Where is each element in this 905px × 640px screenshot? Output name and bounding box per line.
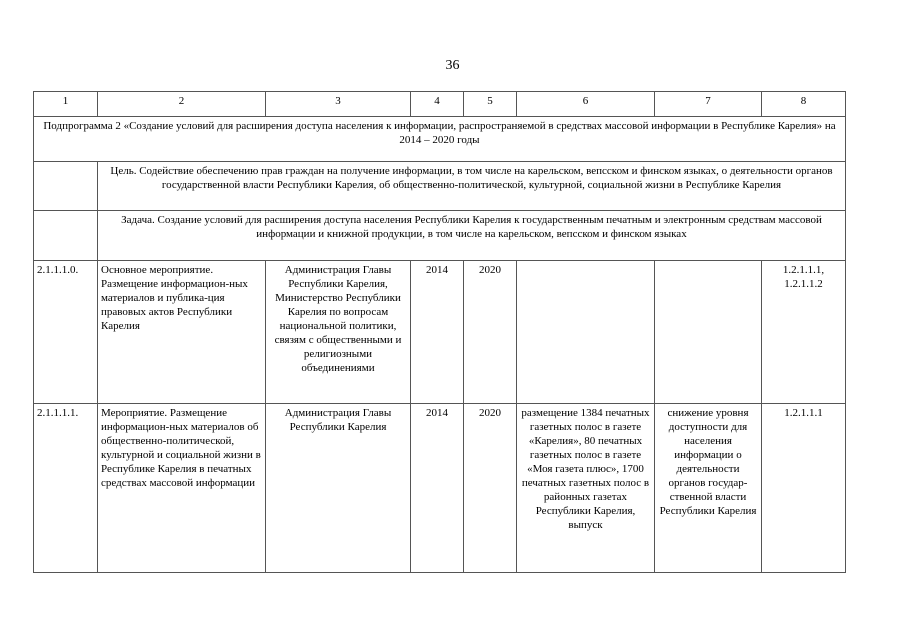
column-number-cell: 1 [34, 92, 98, 117]
column-number-row [34, 92, 846, 117]
column-number-cell: 4 [411, 92, 464, 117]
column-number-cell: 2 [98, 92, 266, 117]
table-row [34, 404, 846, 573]
table-row [34, 261, 846, 404]
measure-result [517, 261, 655, 404]
measure-code: 2.1.1.1.0. [34, 261, 98, 404]
page-number: 36 [445, 58, 460, 73]
measure-end-year: 2020 [464, 404, 517, 573]
measure-start-year: 2014 [411, 404, 464, 573]
program-table [33, 91, 846, 573]
measure-risk: снижение уровня доступности для населения информации о деятельности органов государ-ственной власти Республики Карелия [655, 404, 762, 573]
measure-indicator: 1.2.1.1.1, 1.2.1.1.2 [762, 261, 846, 404]
measure-start-year: 2014 [411, 261, 464, 404]
column-number-cell: 6 [517, 92, 655, 117]
measure-result: размещение 1384 печатных газетных полос в газете «Карелия», 80 печатных газетных полос в газете «Моя газета плюс», 1700 печатных газетных полос в районных газетах Республики Карелия, выпуск [517, 404, 655, 573]
measure-name: Мероприятие. Размещение информацион-ных материалов об общественно-политической, культурной и социальной жизни в Республике Карелия в печатных средствах массовой информации [98, 404, 266, 573]
task-text: Задача. Создание условий для расширения доступа населения Республики Карелия к государственным печатным и электронным средствам массовой информации и книжной продукции, в том числе на карельском, вепсском и финском языках [98, 211, 846, 261]
measure-executor: Администрация Главы Республики Карелия, Министерство Республики Карелия по вопросам национальной политики, связям с общественными и религиозными объединениями [266, 261, 411, 404]
column-number-cell: 8 [762, 92, 846, 117]
measure-code: 2.1.1.1.1. [34, 404, 98, 573]
measure-indicator: 1.2.1.1.1 [762, 404, 846, 573]
measure-executor: Администрация Главы Республики Карелия [266, 404, 411, 573]
task-row [34, 211, 846, 261]
task-empty-cell [34, 211, 98, 261]
goal-row [34, 162, 846, 211]
column-number-cell: 3 [266, 92, 411, 117]
column-number-cell: 7 [655, 92, 762, 117]
goal-text: Цель. Содействие обеспечению прав граждан на получение информации, в том числе на карельском, вепсском и финском языках, о деятельности органов государственной власти Республики Карелия, об общественно-политической, культурной, социальной жизни в Республике Карелия [98, 162, 846, 211]
subprogram-row [34, 117, 846, 162]
column-number-cell: 5 [464, 92, 517, 117]
measure-end-year: 2020 [464, 261, 517, 404]
subprogram-title: Подпрограмма 2 «Создание условий для расширения доступа населения к информации, распространяемой в средствах массовой информации в Республике Карелия» на 2014 – 2020 годы [34, 117, 846, 162]
measure-risk [655, 261, 762, 404]
goal-empty-cell [34, 162, 98, 211]
measure-name: Основное мероприятие. Размещение информацион-ных материалов и публика-ция правовых актов Республики Карелия [98, 261, 266, 404]
